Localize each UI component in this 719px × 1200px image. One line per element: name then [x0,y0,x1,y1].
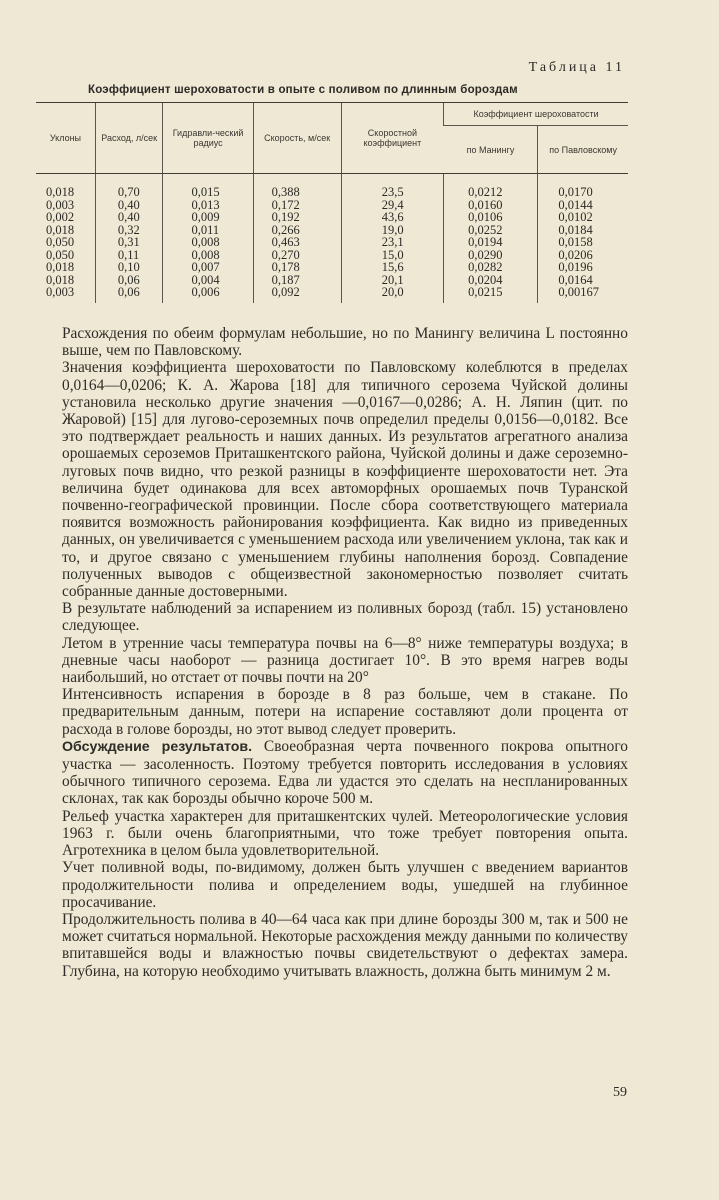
table-row [36,211,628,224]
paragraph [62,911,628,980]
cell-radius: 0,015 [163,174,253,199]
cell-radius: 0,007 [163,261,253,274]
paragraph-text: Учет поливной воды, по-видимому, должен быть улучшен с введением вариантов продолжительности полива и определением воды, ушедшей на глубинное просачивание. [62,859,628,911]
cell-discharge: 0,06 [95,274,163,287]
cell-discharge: 0,40 [95,211,163,224]
cell-pavlovsky: 0,0184 [538,224,628,237]
paragraph-text: Значения коэффициента шероховатости по Павловскому колеблются в пределах 0,0164—0,0206; К. А. Жарова [18] для типичного серозема Чуйской долины установила несколько другие значения —0,0167—0,0286; А. Н. Ляпин (цит. по Жаровой) [15] для лугово-сероземных почв определил пределы 0,0156—0,0182. Все это подтверждает реальность и наших данных. Из результатов агрегатного анализа орошаемых сероземов Приташкентского района, Чуйской долины и даже сероземно-луговых почв видно, что резкой разницы в коэффициенте шероховатости нет. Эта величина будет одинакова для всех автоморфных орошаемых почв Туранской почвенно-географической провинции. После сбора соответствующего материала появится возможность районирования коэффициента. Как видно из приведенных данных, он увеличивается с уменьшением расхода или увеличением уклона, так как и то, и другое связано с уменьшением глубины наполнения борозд. Совпадение полученных выводов с общеизвестной закономерностью позволяет считать собранные данные достоверными. [62,359,628,601]
body-text [62,325,628,980]
cell-velocity: 0,192 [253,211,341,224]
paragraph [62,808,628,860]
cell-slope: 0,050 [46,247,75,262]
cell-discharge: 0,32 [95,224,163,237]
cell-velocity: 0,463 [253,236,341,249]
paragraph [62,686,628,738]
cell-pavlovsky: 0,0170 [538,174,628,199]
cell-velocity: 0,266 [253,224,341,237]
cell-radius: 0,004 [163,274,253,287]
cell-velocity: 0,388 [253,174,341,199]
cell-slope: 0,018 [46,260,75,274]
cell-manning: 0,0282 [444,261,538,274]
cell-coef: 23,5 [341,174,443,199]
paragraph [62,859,628,911]
paragraph [62,325,628,359]
paragraph [62,635,628,687]
cell-manning: 0,0106 [444,211,538,224]
paragraph-text: Продолжительность полива в 40—64 часа как при длине борозды 300 м, так и 500 не может считаться нормальной. Некоторые расхождения между данными по количеству впитавшейся воды и влажностью почвы свидетельствуют о дефектах замера. Глубина, на которую необходимо учитывать влажность, должна быть минимум 2 м. [62,910,628,980]
cell-pavlovsky: 0,0102 [538,211,628,224]
paragraph-text: В результате наблюдений за испарением из поливных борозд (табл. 15) установлено следующее. [62,600,628,635]
paragraph [62,359,628,600]
cell-slope: 0,003 [46,197,75,212]
cell-manning: 0,0212 [444,174,538,199]
header-pavlovsky: по Павловскому [538,126,628,174]
cell-manning: 0,0204 [444,274,538,287]
cell-radius: 0,008 [163,249,253,262]
table-row [36,236,628,249]
cell-slope: 0,018 [46,222,75,237]
roughness-table [36,102,628,303]
cell-discharge: 0,70 [95,174,163,199]
cell-pavlovsky: 0,0144 [538,199,628,212]
table-row [36,286,628,303]
cell-pavlovsky: 0,0164 [538,274,628,287]
cell-slope: 0,003 [46,285,75,299]
cell-coef: 43,6 [341,211,443,224]
paragraph-text: Расхождения по обеим формулам небольшие, но по Манингу величина L постоянно выше, чем по Павловскому. [62,325,628,360]
cell-velocity: 0,092 [253,286,341,303]
section-lead: Обсуждение результатов. [62,738,253,755]
cell-velocity: 0,270 [253,249,341,262]
cell-discharge: 0,31 [95,236,163,249]
table-row [36,174,628,199]
cell-coef: 23,1 [341,236,443,249]
table-row [36,261,628,274]
cell-manning: 0,0252 [444,224,538,237]
cell-slope: 0,018 [46,185,75,199]
cell-radius: 0,013 [163,199,253,212]
cell-velocity: 0,178 [253,261,341,274]
paragraph-text: Летом в утренние часы температура почвы на 6—8° ниже температуры воздуха; в дневные часы наоборот — разница достигает 10°. В это время нагрев воды наибольший, но отстает от почвы почти на 20° [62,634,628,687]
header-discharge: Расход, л/сек [95,103,163,174]
table-body [36,174,628,303]
table-label: Таблица 11 [528,60,625,75]
cell-manning: 0,0194 [444,236,538,249]
cell-manning: 0,0160 [444,199,538,212]
header-manning: по Манингу [444,126,538,174]
cell-pavlovsky: 0,0206 [538,249,628,262]
cell-velocity: 0,187 [253,274,341,287]
cell-velocity: 0,172 [253,199,341,212]
cell-discharge: 0,06 [95,286,163,303]
page-number: 59 [613,1085,627,1100]
cell-coef: 15,0 [341,249,443,262]
cell-coef: 15,6 [341,261,443,274]
paragraph [62,600,628,634]
cell-discharge: 0,11 [95,249,163,262]
header-hydraulic-radius: Гидравли-ческий радиус [163,103,253,174]
cell-coef: 19,0 [341,224,443,237]
cell-pavlovsky: 0,0196 [538,261,628,274]
cell-pavlovsky: 0,0158 [538,236,628,249]
header-slopes: Уклоны [36,103,95,174]
cell-radius: 0,008 [163,236,253,249]
header-velocity-coefficient: Скоростной коэффициент [341,103,443,174]
cell-coef: 20,1 [341,274,443,287]
cell-manning: 0,0215 [444,286,538,303]
table-title: Коэффициент шероховатости в опыте с поливом по длинным бороздам [88,84,518,96]
header-velocity: Скорость, м/сек [253,103,341,174]
cell-discharge: 0,10 [95,261,163,274]
cell-manning: 0,0290 [444,249,538,262]
paragraph-text: Рельеф участка характерен для приташкентских чулей. Метеорологические условия 1963 г. были очень благоприятными, что тоже требует повторения опыта. Агротехника в целом была удовлетворительной. [62,807,628,860]
cell-slope: 0,018 [46,272,75,287]
cell-slope: 0,050 [46,235,75,249]
cell-slope: 0,002 [46,210,75,224]
cell-discharge: 0,40 [95,199,163,212]
header-roughness-group: Коэффициент шероховатости [444,103,628,126]
paragraph-text: Интенсивность испарения в борозде в 8 раз больше, чем в стакане. По предварительным данным, потери на испарение составляют доли процента от расхода в голове борозды, но этот вывод следует проверить. [62,686,628,738]
cell-radius: 0,006 [163,286,253,303]
cell-coef: 20,0 [341,286,443,303]
paragraph [62,738,628,808]
cell-radius: 0,009 [163,211,253,224]
cell-radius: 0,011 [163,224,253,237]
cell-pavlovsky: 0,00167 [538,286,628,303]
cell-coef: 29,4 [341,199,443,212]
paragraph-text: Своеобразная черта почвенного покрова опытного участка — засоленность. Поэтому требуется повторить исследования в условиях обычного типичного серозема. Едва ли удастся это сделать на неспланированных склонах, так как борозды обычно короче 500 м. [62,737,628,808]
